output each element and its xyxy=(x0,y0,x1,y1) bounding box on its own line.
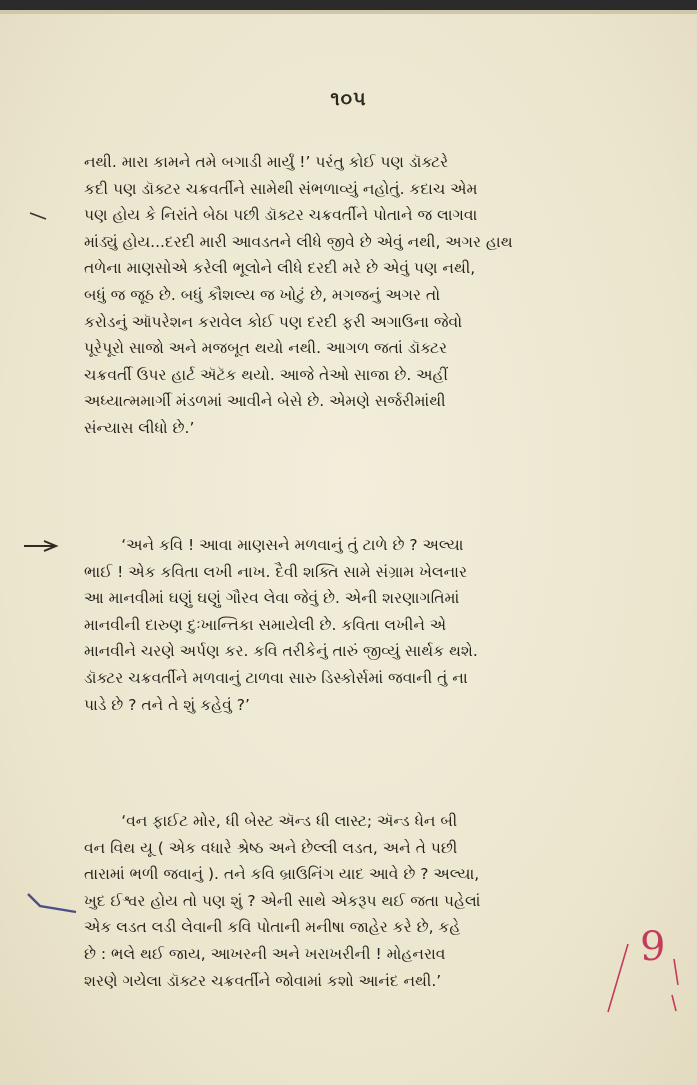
text-line: ભાઈ ! એક કવિતા લખી નાખ. દૈવી શક્તિ સામે સંગ્રામ ખેલનાર xyxy=(84,562,467,581)
text-line: આ માનવીમાં ઘણું ઘણું ગૌરવ લેવા જેવું છે. એની શરણાગતિમાં xyxy=(84,589,460,608)
text-line: વન વિથ યૂ ( એક વધારે શ્રેષ્ઠ અને છેલ્લી લડત, અને તે પછી xyxy=(84,838,458,857)
text-line: ડૉક્ટર ચક્રવર્તીને મળવાનું ટાળવા સારુ ડિસ્કોર્સમાં જવાની તું ના xyxy=(84,668,468,687)
text-line: છે : ભલે થઈ જાય, આખરની અને ખરાખરીની ! મોહનરાવ xyxy=(84,944,446,963)
paragraph-2 xyxy=(84,532,644,718)
text-line: કદી પણ ડૉક્ટર ચક્રવર્તીને સામેથી સંભળાવ્યું નહોતું. કદાચ એમ xyxy=(84,179,478,198)
paragraph-1 xyxy=(84,149,644,442)
text-line: તળેના માણસોએ કરેલી ભૂલોને લીધે દરદી મરે છે એવું પણ નથી, xyxy=(84,259,476,278)
handwritten-bracket-mark xyxy=(668,955,688,1015)
text-line: ચક્રવર્તી ઉપર હાર્ટ ઍટૅક થયો. આજે તેઓ સાજા છે. અહીં xyxy=(84,365,448,384)
text-line: માનવીને ચરણે અર્પણ કર. કવિ તરીકેનું તારું જીવ્યું સાર્થક થશે. xyxy=(84,642,478,661)
text-line: માનવીની દારુણ દુઃખાન્તિકા સમાયેલી છે. કવિતા લખીને એ xyxy=(84,615,447,634)
scan-top-edge xyxy=(0,0,697,10)
margin-tick-mark xyxy=(28,210,50,222)
text-line: ‘અને કવિ ! આવા માણસને મળવાનું તું ટાળે છે ? અલ્યા xyxy=(121,536,464,554)
text-line: પૂરેપૂરો સાજો અને મજબૂત થયો નથી. આગળ જતાં ડૉક્ટર xyxy=(84,339,447,358)
text-line: પાડે છે ? તને તે શું કહેવું ?’ xyxy=(84,695,250,714)
text-line: અધ્યાત્મમાર્ગી મંડળમાં આવીને બેસે છે. એમણે સર્જરીમાંથી xyxy=(84,392,446,411)
text-line: નથી. મારા કામને તમે બગાડી માર્યું !’ પરંતુ કોઈ પણ ડૉક્ટરે xyxy=(84,153,449,171)
page-number: ૧૦૫ xyxy=(330,88,367,110)
text-line: સંન્યાસ લીધો છે.’ xyxy=(84,418,195,437)
text-line: બધું જ જૂઠ છે. બધું કૌશલ્ય જ ખોટું છે, મગજનું અગર તો xyxy=(84,285,441,304)
text-line: ‘વન ફાઈટ મોર, ધી બેસ્ટ ઍન્ડ ધી લાસ્ટ; ઍન્ડ ધેન બી xyxy=(121,812,458,830)
handwritten-slash-mark xyxy=(600,940,640,1020)
paragraph-3 xyxy=(84,808,644,994)
handwritten-number: 9 xyxy=(640,924,666,970)
text-line: શરણે ગયેલા ડૉક્ટર ચક્રવર્તીને જોવામાં કશો આનંદ નથી.’ xyxy=(84,971,442,990)
text-line: ખુદ ઈશ્વર હોય તો પણ શું ? એની સાથે એકરૂપ થઈ જતા પહેલાં xyxy=(84,891,481,910)
text-line: પણ હોય કે નિરાંતે બેઠા પછી ડૉક્ટર ચક્રવર્તીને પોતાને જ લાગવા xyxy=(84,206,478,225)
text-line: માંડ્યું હોય...દરદી મારી આવડતને લીધે જીવે છે એવું નથી, અગર હાથ xyxy=(84,232,513,251)
margin-pen-mark xyxy=(22,890,80,922)
text-line: કરોડનું ઑપરેશન કરાવેલ કોઈ પણ દરદી ફરી અગાઉના જેવો xyxy=(84,312,463,331)
text-line: એક લડત લડી લેવાની કવિ પોતાની મનીષા જાહેર કરે છે, કહે xyxy=(84,918,461,937)
margin-arrow-mark xyxy=(20,538,62,554)
scan-top-edge-shadow xyxy=(0,10,697,14)
text-line: તારામાં ભળી જવાનું ). તને કવિ બ્રાઉનિંગ યાદ આવે છે ? અલ્યા, xyxy=(84,865,480,884)
